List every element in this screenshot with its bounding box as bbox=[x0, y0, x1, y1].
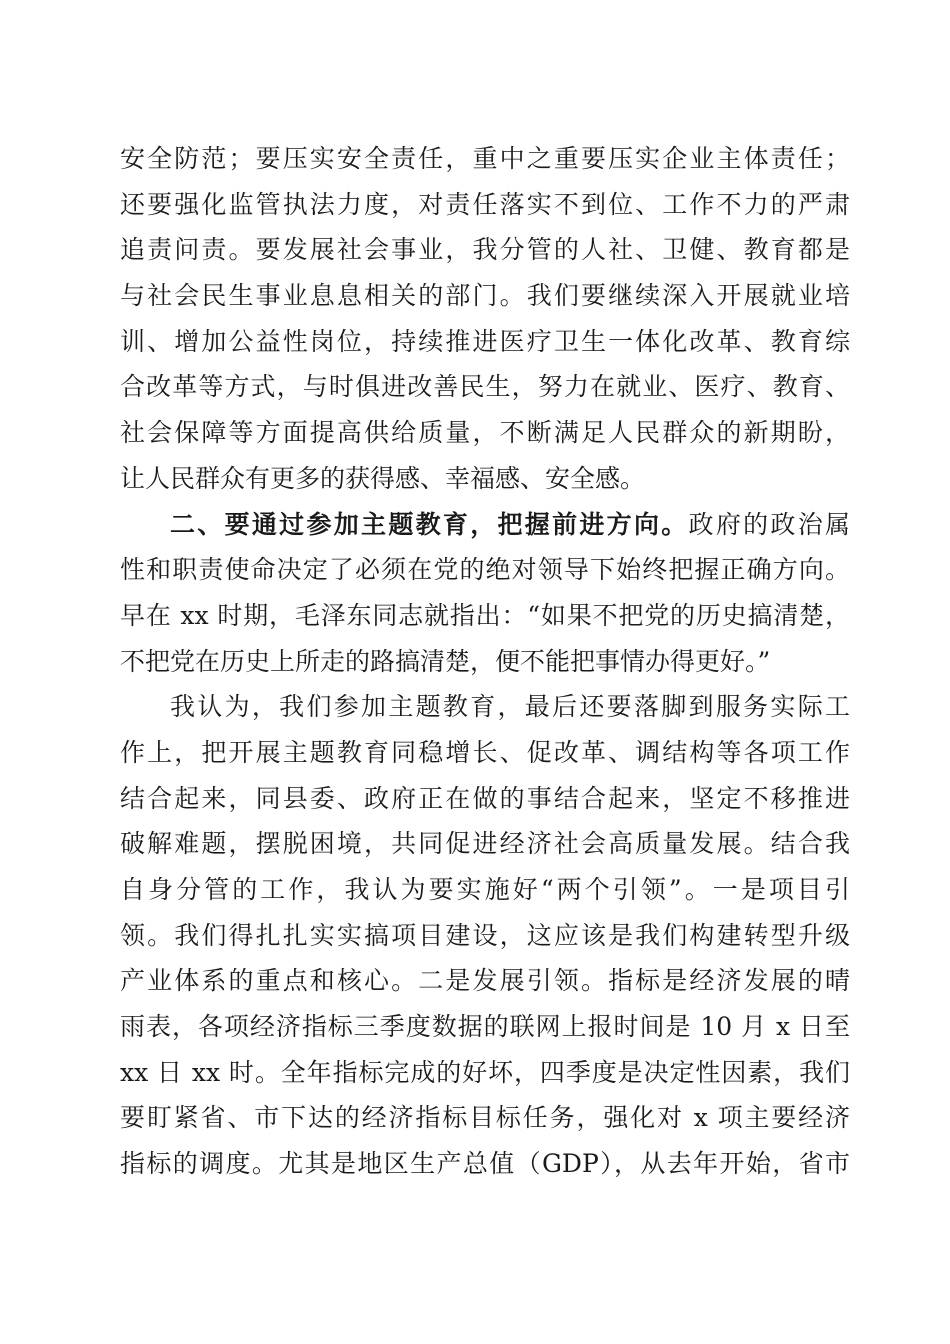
paragraph-3-line: xx 日 xx 时。全年指标完成的好坏，四季度是决定性因素，我们 bbox=[120, 1057, 850, 1087]
section-heading: 二、要通过参加主题教育，把握前进方向。 bbox=[170, 509, 689, 539]
paragraph-2-line: 不把党在历史上所走的路搞清楚，便不能把事情办得更好。” bbox=[120, 646, 771, 676]
paragraph-3-line: 自身分管的工作，我认为要实施好“两个引领”。一是项目引 bbox=[120, 875, 850, 904]
paragraph-2-line: 早在 xx 时期，毛泽东同志就指出：“如果不把党的历史搞清楚， bbox=[120, 600, 850, 630]
paragraph-2-line: 性和职责使命决定了必须在党的绝对领导下始终把握正确方向。 bbox=[120, 555, 850, 585]
paragraph-3-line: 产业体系的重点和核心。二是发展引领。指标是经济发展的晴 bbox=[120, 966, 850, 996]
paragraph-3-line: 我认为，我们参加主题教育，最后还要落脚到服务实际工 bbox=[170, 692, 850, 722]
paragraph-1-line: 合改革等方式，与时俱进改善民生，努力在就业、医疗、教育、 bbox=[120, 372, 850, 402]
paragraph-3-line: 结合起来，同县委、政府正在做的事结合起来，坚定不移推进 bbox=[120, 783, 850, 813]
paragraph-1-line: 与社会民生事业息息相关的部门。我们要继续深入开展就业培 bbox=[120, 281, 850, 311]
paragraph-3-line: 领。我们得扎扎实实搞项目建设，这应该是我们构建转型升级 bbox=[120, 920, 850, 950]
paragraph-1-line: 训、增加公益性岗位，持续推进医疗卫生一体化改革、教育综 bbox=[120, 326, 850, 356]
paragraph-1-line: 让人民群众有更多的获得感、幸福感、安全感。 bbox=[120, 463, 646, 493]
paragraph-3-line: 破解难题，摆脱困境，共同促进经济社会高质量发展。结合我 bbox=[120, 829, 850, 859]
paragraph-3-line: 要盯紧省、市下达的经济指标目标任务，强化对 x 项主要经济 bbox=[120, 1103, 850, 1133]
paragraph-1-line: 追责问责。要发展社会事业，我分管的人社、卫健、教育都是 bbox=[120, 235, 850, 265]
paragraph-2-lead-text: 政府的政治属 bbox=[688, 509, 850, 539]
paragraph-1-line: 还要强化监管执法力度，对责任落实不到位、工作不力的严肃 bbox=[120, 189, 850, 219]
paragraph-3-line: 雨表，各项经济指标三季度数据的联网上报时间是 10 月 x 日至 bbox=[120, 1012, 850, 1042]
paragraph-3-line: 指标的调度。尤其是地区生产总值（GDP），从去年开始，省市 bbox=[120, 1149, 850, 1179]
document-body bbox=[120, 136, 850, 1187]
paragraph-3-line: 作上，把开展主题教育同稳增长、促改革、调结构等各项工作 bbox=[120, 737, 850, 767]
paragraph-1-line: 社会保障等方面提高供给质量，不断满足人民群众的新期盼， bbox=[120, 418, 850, 448]
paragraph-2-first-line bbox=[120, 502, 850, 548]
paragraph-1-line: 安全防范；要压实安全责任，重中之重要压实企业主体责任； bbox=[120, 144, 850, 173]
